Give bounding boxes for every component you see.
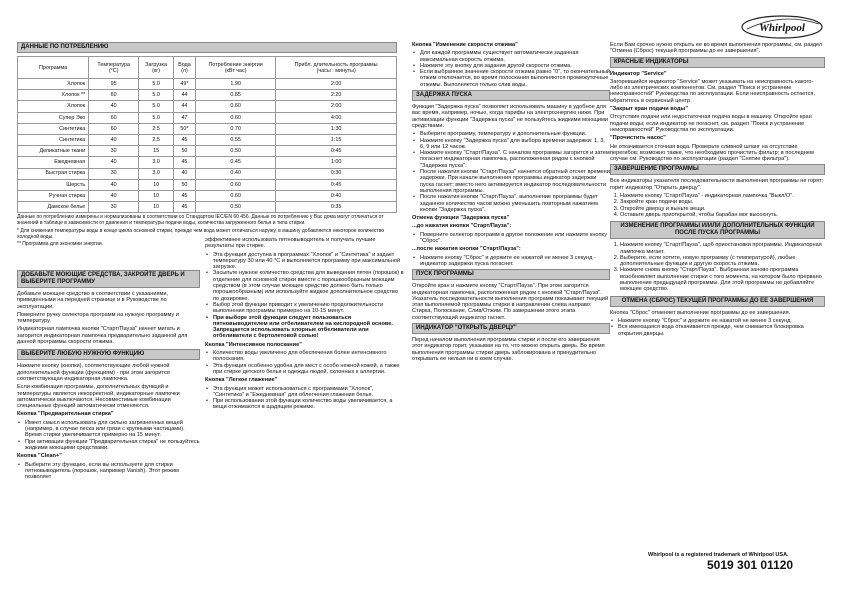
table-cell: 0.70	[195, 123, 275, 134]
table-cell: 0.60	[195, 101, 275, 112]
c4-p4: Кнопка "Сброс" отменяет выполнение программы до ее завершения.	[610, 309, 791, 316]
table-cell: 0.50	[195, 146, 275, 157]
reset-bullet-2: • Вся имеющаяся вода откачивается прежде, чем снимается блокировка открытия дверцы.	[610, 324, 825, 337]
table-row	[18, 112, 397, 123]
table-cell: 60	[89, 112, 139, 123]
rinse-bullet-2: • Эта функция особенно удобна для мест с особо нежной кожей, а также при стирке детского белья и одежды людей, склонных к аллергии.	[205, 363, 405, 376]
table-header-1: Температура (°C)	[89, 57, 139, 79]
delay-bullet-1: • Выберите программу, температуру и дополнительные функции.	[412, 131, 610, 137]
table-row	[18, 190, 397, 201]
c2-bullet-3: • Выбор этой функции приводит к увеличению продолжительности выполнения программы примерно на 10-15 минут.	[205, 302, 405, 315]
column-1-lower	[17, 268, 200, 482]
after-start-bullet: • Нажмите кнопку "Сброс" и держите ее нажатой не менее 3 секунд - индикатор задержки пуска погаснет.	[412, 255, 610, 268]
consumption-header: ДАННЫЕ ПО ПОТРЕБЛЕНИЮ	[17, 42, 397, 53]
table-cell: 60	[89, 123, 139, 134]
iron-bullet-1: • Эта функция может использоваться с программами "Хлопок", "Синтетика" и "Ежедневная" для облегчения глажения белья.	[205, 386, 405, 399]
table-cell: 45	[173, 134, 195, 145]
spin-bullet-1: • Для каждой программы существует автоматически заданная максимальная скорость отжима.	[412, 50, 610, 63]
table-cell: 40	[89, 101, 139, 112]
pump-title: "Прочистить насос"	[610, 135, 666, 142]
section-door-indicator: ИНДИКАТОР "ОТКРЫТЬ ДВЕРЦУ"	[412, 323, 610, 334]
table-cell: Шерсть	[18, 179, 89, 190]
table-cell: Синтетика	[18, 123, 89, 134]
table-cell: 5.0	[139, 101, 174, 112]
table-cell: 45	[173, 190, 195, 201]
section-red-indicators: КРАСНЫЕ ИНДИКАТОРЫ	[610, 57, 825, 68]
table-header-2: Загрузка (кг)	[139, 57, 174, 79]
table-cell: 0.55	[195, 134, 275, 145]
table-cell: 0:40	[276, 190, 397, 201]
c1-p4: Нажмите кнопку (кнопки), соответствующие любой нужной дополнительной функции (функциям) - при этом загорится соответствующая индикаторная лампочка.	[17, 363, 170, 382]
table-cell: 50	[173, 179, 195, 190]
c3-p3: Перед началом выполнения программы стирки и после его завершения этот индикатор горит, указывая на то, что можно открыть дверь. Во время выполнения программы стирки дверь заблокирована и принудительно открывать ее нельзя ни в коем случае.	[412, 336, 605, 362]
table-cell: 40	[89, 179, 139, 190]
service-title: Индикатор "Service"	[610, 70, 667, 77]
table-cell: 40	[89, 190, 139, 201]
c1-p1: Добавьте моющее средство в соответствии с указаниями, приведенными на передней странице и в Руководстве по эксплуатации.	[17, 291, 169, 310]
table-cell: 44	[173, 101, 195, 112]
table-cell: 1:00	[276, 157, 397, 168]
table-cell: 95	[89, 79, 139, 90]
c2-bullet-1: • Эта функция доступна в программах "Хлопок" и "Синтетика" и задает температуру 30 или 40 °С и выполняется программу при максимальной загрузке.	[205, 252, 405, 271]
easy-iron-title: Кнопка "Легкое глажение"	[205, 377, 278, 384]
table-cell: 47	[173, 112, 195, 123]
table-header-0: Программа	[18, 57, 89, 79]
table-cell: 10	[139, 202, 174, 213]
table-cell: 0:30	[276, 168, 397, 179]
table-cell: Синтетика	[18, 134, 89, 145]
reset-bullet-1: • Нажмите кнопку "Сброс" и держите ее нажатой не менее 3 секунд.	[610, 318, 825, 324]
column-4	[610, 42, 825, 339]
table-cell: 5.0	[139, 79, 174, 90]
table-header-5: Прибл. длительность программы (часы : минуты)	[276, 57, 397, 79]
table-row	[18, 101, 397, 112]
table-cell: 30	[89, 146, 139, 157]
table-cell: 2:20	[276, 90, 397, 101]
table-cell: 10	[139, 179, 174, 190]
table-cell: 45	[173, 202, 195, 213]
table-cell: 45	[173, 157, 195, 168]
brand-text: Whirlpool	[759, 22, 805, 34]
table-cell: 0:45	[276, 146, 397, 157]
service-text: Загоревшийся индикатор "Service" может указывать на неисправность какого-либо из электрических компонентов. См. раздел "Поиск и устранение неисправностей" Руководства по эксплуатации. Если неисправность остается, обратитесь в сервисный центр.	[610, 78, 816, 104]
pump-text: Не откачивается сточная вода. Проверьте сливной шланг на отсутствие перегибов; возможно также, что необходимо прочистить фильтр; в последнем случае см. Руководство по эксплуатации (раздел "Снятие фильтра").	[610, 143, 814, 163]
table-cell: Ежедневная	[18, 157, 89, 168]
table-row	[18, 157, 397, 168]
spin-bullet-3: • Если выбранное значение скорости отжима равно "0", то окончательный отжим отключается, во время полоскания выполняются промежуточные отжимы. Выполняется только слив воды.	[412, 69, 610, 88]
table-header-3: Вода (л)	[173, 57, 195, 79]
before-start-bullet: • Поверните селектор программ в другое положение или нажмите кнопку "Сброс".	[412, 232, 610, 245]
table-cell: Быстрая стирка	[18, 168, 89, 179]
clean-plus-bullet: • Выберите эту функцию, если вы используете для стирки пятновыводитель (порошок, например Vanish). Этот режим позволяет	[17, 462, 200, 481]
end-step-2: 2. Закройте кран подачи воды.	[620, 199, 825, 205]
intensive-rinse-title: Кнопка "Интенсивное полоскание"	[205, 341, 302, 348]
table-cell: 0.60	[195, 112, 275, 123]
note-3: ** Программа для экономии энергии.	[17, 241, 104, 248]
table-cell: 1:15	[276, 134, 397, 145]
change-step-3: 3. Нажмите снова кнопку "Старт/Пауза". Выбранная заново программа возобновляет выполнение стирки с того момента, на котором было прервано выполнение предыдущей программы. Для этой программы не добавляйте моющее средство.	[620, 267, 825, 292]
section-cancel-program: ОТМЕНА (СБРОС) ТЕКУЩЕЙ ПРОГРАММЫ ДО ЕЕ ЗАВЕРШЕНИЯ	[610, 296, 825, 307]
part-number: 5019 301 01120	[707, 558, 794, 572]
table-cell: 0.85	[195, 90, 275, 101]
consumption-table	[17, 56, 397, 213]
before-start-title: ...до нажатия кнопки "Старт/Пауза":	[412, 223, 512, 230]
after-start-title: ...после нажатия кнопки "Старт/Пауза":	[412, 246, 521, 253]
c4-p2: Все индикаторы указателя последовательности выполнения программы не горят; горит индикатор "Открыть дверцу".	[610, 178, 824, 191]
table-cell: 0.50	[195, 202, 275, 213]
table-row	[18, 123, 397, 134]
tap-closed-text: Отсутствие подачи или недостаточная подача воды в машину. Откройте кран подачи воды; если индикатор не погаснет, см. раздел "Поиск и устранение неисправностей" Руководства по эксплуатации.	[610, 114, 812, 133]
table-cell: 50*	[173, 123, 195, 134]
table-cell: 2.5	[139, 123, 174, 134]
table-row	[18, 202, 397, 213]
delay-bullet-3: • Нажмите кнопку "Старт/Пауза". С началом программы загорится и затем погаснет индикаторная лампочка, расположенная рядом с кнопкой "Задержка пуска".	[412, 150, 610, 169]
table-cell: 0.60	[195, 190, 275, 201]
table-cell: Деликатные ткани	[18, 146, 89, 157]
table-cell: 5.0	[139, 90, 174, 101]
delay-bullet-5: • После нажатия кнопки "Старт/Пауза", выполнение программы будет заданное количество часов можно уменьшить повторным нажатием кнопки "Задержка пуска".	[412, 194, 610, 213]
table-cell: 0.40	[195, 168, 275, 179]
prewash-bullet-2: • При активации функции "Предварительная стирка" не пользуйтесь жидкими моющими средствами.	[17, 439, 200, 452]
c3-p1: Функция "Задержка пуска" позволяет использовать машину в удобное для вас время, например, ночью, когда тарифы на электроэнергию ниже. При активизации функции "Задержка пуска" не пользуйтесь жидкими моющими средствами.	[412, 104, 609, 129]
prewash-bullet-1: • Имеет смысл использовать для сильно загрязненных вещей (например, в случае песка или грязи с крупными частицами). Время стирки увеличивается примерно на 15 минут.	[17, 420, 200, 439]
c2-p1: эффективнее использовать пятновыводитель и получать лучшие результаты при стирке.	[205, 237, 376, 250]
table-cell: 44	[173, 90, 195, 101]
column-3	[412, 42, 610, 364]
trademark-note: Whirlpool is a registered trademark of Whirlpool USA.	[648, 552, 789, 558]
delay-bullet-2: • Нажмите кнопку "Задержка пуска" для выбора времени задержки: 1, 3, 6, 9 или 12 часов.	[412, 138, 610, 151]
table-cell: Ручная стирка	[18, 190, 89, 201]
table-header-4: Потребление энергии (кВт час)	[195, 57, 275, 79]
table-cell: 40	[173, 168, 195, 179]
table-cell: 2:00	[276, 101, 397, 112]
table-cell: 60	[89, 90, 139, 101]
table-cell: 3.0	[139, 168, 174, 179]
table-cell: 3.0	[139, 157, 174, 168]
section-delay-start: ЗАДЕРЖКА ПУСКА	[412, 90, 610, 101]
table-row	[18, 90, 397, 101]
c2-bullet-4: • При выборе этой функции следует пользоваться пятновыводителем или отбеливателем на кислородной основе. Запрещается использовать хлорные отбеливатели или отбеливатели с бертолетовой солью!	[205, 315, 405, 340]
table-cell: 10	[139, 190, 174, 201]
change-step-1: 1. Нажмите кнопку "Старт/Пауза", щоб приостановки программы. Индикаторная лампочка мигает.	[620, 242, 825, 255]
c2-bullet-2: • Засыпьте нужное количество средства для выведения пятен (порошок) в отделение для основной стирки вместе с порошкообразным моющим средством (в этом случае моющее средство должно быть только порошкообразным) или используйте жидкое дополнительное средство по дозировке.	[205, 270, 405, 301]
whirlpool-logo	[737, 12, 827, 42]
table-cell: Дамское белье	[18, 202, 89, 213]
c1-p5: Если комбинация программы, дополнительных функций и температуры является некорректной, индикаторные лампочки автоматически выключаются. Несовместимые комбинации специальных функций автоматически отменяются.	[17, 384, 180, 410]
table-cell: 0.45	[195, 157, 275, 168]
table-cell: Хлопок	[18, 79, 89, 90]
c4-p1: Если Вам срочно нужно открыть ее во время выполнения программы, см. раздел "Отмена (Сброс) текущей программы до ее завершения".	[610, 42, 823, 55]
table-cell: 4:00	[276, 112, 397, 123]
table-cell: 40	[89, 134, 139, 145]
table-cell: 30	[89, 202, 139, 213]
iron-bullet-2: • При использовании этой функции количество воды увеличивается, а вещи отжимаются в щадящем режиме.	[205, 398, 405, 411]
table-cell: 2.5	[139, 134, 174, 145]
table-cell: 0:35	[276, 202, 397, 213]
tap-closed-title: "Закрыт кран подачи воды"	[610, 106, 688, 113]
end-step-1: 1. Нажмите кнопку "Старт/Пауза" - индикаторная лампочка "Выкл/О".	[620, 193, 825, 199]
rinse-bullet-1: • Количество воды увеличено для обеспечения более интенсивного полоскания.	[205, 350, 405, 363]
section-change-program: ИЗМЕНЕНИЕ ПРОГРАММЫ И/ИЛИ ДОПОЛНИТЕЛЬНЫХ ФУНКЦИЙ ПОСЛЕ ПУСКА ПРОГРАММЫ	[610, 221, 825, 239]
table-cell: 5.0	[139, 112, 174, 123]
table-cell: 40	[89, 157, 139, 168]
table-cell: 2:00	[276, 79, 397, 90]
spin-bullet-2: • Нажмите эту кнопку для задания другой скорости отжима.	[412, 63, 610, 69]
c1-p3: Индикаторная лампочка кнопки "Старт/Пауза" начнет мигать и загорится индикаторная лампочка предварительно заданной для данной программы скорости отжима.	[17, 326, 188, 346]
table-cell: Хлопок **	[18, 90, 89, 101]
table-row	[18, 79, 397, 90]
delay-bullet-4: • После нажатия кнопки "Старт/Пауза" начнется обратный отсчет времени задержки. При начале выполнения программы индикатор задержки пуска гаснет; вместо него активируется индикатор последовательности выполнения программы.	[412, 169, 610, 194]
section-add-detergent: ДОБАВЬТЕ МОЮЩИЕ СРЕДСТВА, ЗАКРОЙТЕ ДВЕРЬ И ВЫБЕРИТЕ ПРОГРАММУ	[17, 270, 200, 288]
table-row	[18, 134, 397, 145]
section-select-function: ВЫБЕРИТЕ ЛЮБУЮ НУЖНУЮ ФУНКЦИЮ	[17, 349, 200, 360]
note-1: Данные по потреблению измерены и нормализованы в соответствии со Стандартом IEC/EN 60 456. Данные по потреблению у Вас дома могут отличаться от значений в таблице в зависимости от давления и температуры подачи воды, количества загруженного белья и типа стирки.	[17, 214, 384, 227]
table-cell: 1:30	[276, 123, 397, 134]
end-step-3: 3. Откройте дверцу и выньте вещи.	[620, 206, 825, 212]
column-2	[205, 237, 405, 413]
table-cell: 15	[139, 146, 174, 157]
spin-title: Кнопка "Изменение скорости отжима"	[412, 42, 518, 48]
table-row	[18, 146, 397, 157]
column-1	[17, 42, 397, 250]
table-cell: 0:45	[276, 179, 397, 190]
note-2: * Для снижения температуры воды в конце цикла основной стирки, прежде чем вода может отличаться наружу, в машину добавляется некоторое количество холодной воды.	[17, 227, 385, 240]
table-cell: Супер Эко	[18, 112, 89, 123]
change-step-2: 2. Выберите, если хотите, новую программу (с температурой), любые дополнительные функции и другую скорость отжима.	[620, 255, 825, 268]
table-cell: 50	[173, 146, 195, 157]
clean-plus-title: Кнопка "Clean+"	[17, 453, 62, 460]
table-cell: 0.60	[195, 179, 275, 190]
section-program-end: ЗАВЕРШЕНИЕ ПРОГРАММЫ	[610, 164, 825, 175]
table-row	[18, 168, 397, 179]
c3-p2: Откройте кран и нажмите кнопку "Старт/Пауза". При этом загорится индикаторная лампочка, расположенная рядом с кнопкой "Старт/Пауза". Указатель последовательности выполнения программ показывает текущий этап выполняемой программы стирки в направлении слева направо: Стирка, Полоскание, Слив/Отжим. По завершении этого этапа соответствующий индикатор гаснет.	[412, 283, 609, 321]
table-cell: 49*	[173, 79, 195, 90]
prewash-title: Кнопка "Предварительная стирка"	[17, 411, 114, 418]
end-step-4: 4. Оставьте дверь приоткрытой, чтобы барабан мог высохнуть.	[620, 212, 825, 218]
c1-p2: Поверните ручку селектора программ на нужную программу и температуру.	[17, 311, 179, 325]
table-cell: 1.90	[195, 79, 275, 90]
cancel-delay-title: Отмена функции "Задержка пуска"	[412, 215, 510, 222]
table-cell: Хлопок	[18, 101, 89, 112]
table-row	[18, 179, 397, 190]
table-cell: 30	[89, 168, 139, 179]
section-program-start: ПУСК ПРОГРАММЫ	[412, 269, 610, 280]
